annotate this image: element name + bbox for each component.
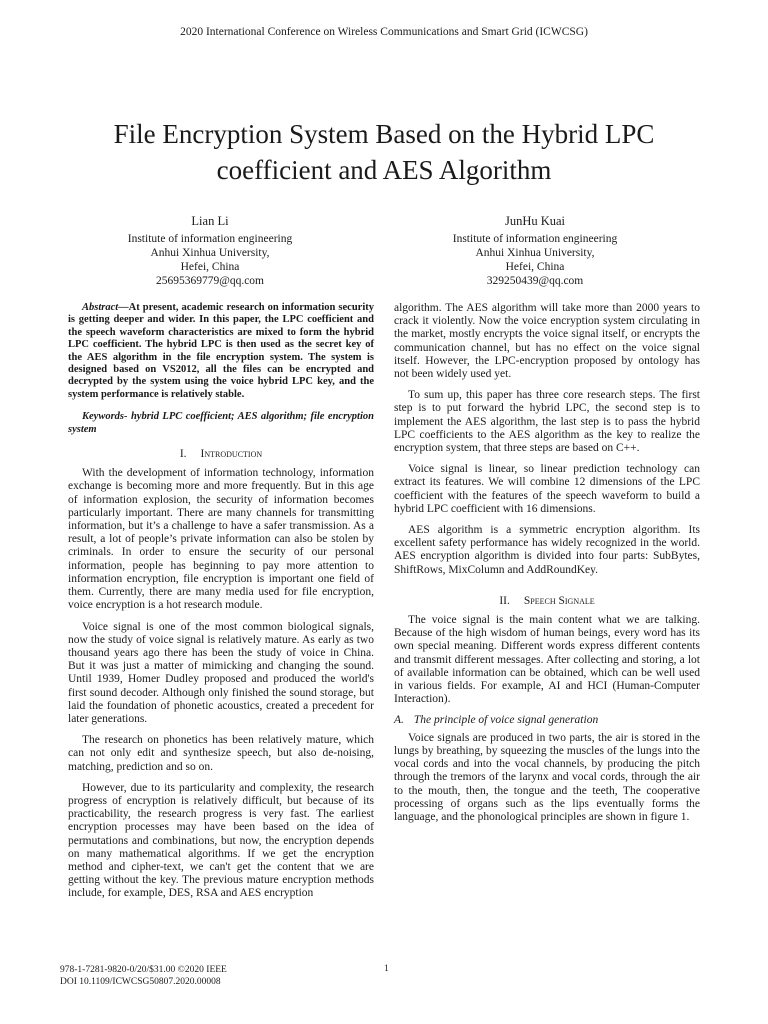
keywords: Keywords- hybrid LPC coefficient; AES algorithm; file encryption system (68, 411, 374, 435)
page-number: 1 (384, 964, 389, 974)
abstract-text: At present, academic research on information security is getting deeper and wider. In this paper, the LPC coefficient and the speech waveform characteristics are mixed to form the hybrid LPC coefficient. The hybrid LPC is then used as the secret key of the AES algorithm in the file encryption system. The system is designed based on VS2012, all the files can be encrypted and decrypted by the system using the voice hybrid LPC key, and the system performance is relatively stable. (68, 302, 374, 400)
section-heading-speech-signale (394, 595, 700, 608)
paragraph: algorithm. The AES algorithm will take more than 2000 years to crack it violently. Now the voice encryption system circulating in the market, mostly encrypts the voice signal itself, or encrypts the communication channel, but has no effect on the voice signal itself. However, the LPC-encryption proposed by ontology has not been widely used yet. (394, 302, 700, 381)
paragraph: Voice signal is linear, so linear prediction technology can extract its features. We will combine 12 dimensions of the LPC coefficient with the features of the speech waveform to build a hybrid LPC coefficient with 16 dimensions. (394, 463, 700, 515)
author-name: JunHu Kuai (504, 214, 566, 228)
paragraph: Voice signals are produced in two parts, the air is stored in the lungs by breathing, by squeezing the muscles of the lungs into the vocal cords and into the vocal channels, by producing the pitch through the tremors of the larynx and vocal cords, through the air to the mouth, then, the tongue and the teeth, The cooperative processing of organs such as the lips eventually forms the language, and the phonological principles are shown in figure 1. (394, 731, 700, 823)
section-title: Introduction (200, 448, 263, 461)
author-university: Anhui Xinhua University, (475, 247, 595, 259)
author-city: Hefei, China (505, 261, 565, 273)
abstract (68, 302, 374, 401)
author-email: 25695369779@qq.com (155, 275, 264, 287)
paper-title: File Encryption System Based on the Hybrid LPC coefficient and AES Algorithm (113, 119, 655, 185)
footer-copyright (60, 964, 227, 988)
right-column (394, 302, 700, 832)
author-name: Lian Li (191, 214, 229, 228)
author-block-1 (60, 214, 360, 288)
subsection-number: A. (394, 714, 404, 727)
paragraph: However, due to its particularity and complexity, the research progress of encryption is relatively difficult, but because of its practicability, the research progress is very fast. The earliest encryption processes may have been based on the idea of permutations and combinations, but now, the encryption depends on many mathematical algorithms. If we get the encryption method and cipher-text, we can't get the content that we are getting without the key. The previous mature encryption methods include, for example, DES, RSA and AES encryption (68, 781, 374, 900)
section-heading-introduction (68, 448, 374, 461)
section-number: II. (499, 594, 510, 607)
author-block-2 (385, 214, 685, 288)
footer-doi: DOI 10.1109/ICWCSG50807.2020.00008 (60, 977, 221, 987)
paragraph: To sum up, this paper has three core research steps. The first step is to put forward the hybrid LPC, the second step is to implement the AES algorithm, the last step is to pass the hybrid LPC coefficients to the AES algorithm as the key to realize the encryption system, that three steps are based on C++. (394, 389, 700, 455)
paragraph: Voice signal is one of the most common biological signals, now the study of voice signal is relatively mature. As early as two thousand years ago there has been the study of voice in China. But it was just a matter of mimicking and changing the sound. Until 1939, Homer Dudley proposed and produced the world's first sound decoder. Although only finished the sound storage, but laid the foundation of phonetic acoustics, created a precedent for later generations. (68, 620, 374, 725)
paragraph: The voice signal is the main content what we are talking. Because of the high wisdom of human beings, every word has its own special meaning. Different words express different contents and transmit different messages. After collecting and storing, a lot of available information can be obtained, which can be well used in various fields. For example, AI and HCI (Human-Computer Interaction). (394, 614, 700, 706)
author-university: Anhui Xinhua University, (150, 247, 270, 259)
section-title: Speech Signale (523, 594, 595, 607)
abstract-lead: Abstract (82, 302, 119, 313)
conference-header: 2020 International Conference on Wireless Communications and Smart Grid (ICWCSG) (180, 26, 588, 38)
paragraph: With the development of information technology, information exchange is becoming more and more frequently. But in this age of information explosion, the security of information becomes particularly important. There are many channels for transmitting information, but it’s a challenge to have a safer transmission. As a result, a lot of people’s private information can also be stolen by criminals. In order to ensure the security of our personal information, people has beginning to pay more attention to information encryption, file encryption is important one field of them. Currently, there are many media used for file encryption, voice encryption is a hot research module. (68, 467, 374, 612)
author-email: 329250439@qq.com (486, 275, 584, 287)
footer-isbn: 978-1-7281-9820-0/20/$31.00 ©2020 IEEE (60, 965, 227, 975)
author-city: Hefei, China (180, 261, 240, 273)
subsection-heading (394, 714, 700, 727)
section-number: I. (179, 448, 187, 461)
subsection-title: The principle of voice signal generation (413, 714, 599, 727)
paragraph: AES algorithm is a symmetric encryption algorithm. Its excellent safety performance has widely recognized in the world. AES encryption algorithm is divided into four parts: SubBytes, ShiftRows, MixColumn and AddRoundKey. (394, 524, 700, 576)
left-column (68, 302, 374, 909)
paragraph: The research on phonetics has been relatively mature, which can not only edit and synthesize speech, but also de-noising, matching, prediction and so on. (68, 734, 374, 773)
author-affiliation: Institute of information engineering (452, 233, 618, 245)
abstract-dash: — (118, 302, 129, 313)
author-affiliation: Institute of information engineering (127, 233, 293, 245)
